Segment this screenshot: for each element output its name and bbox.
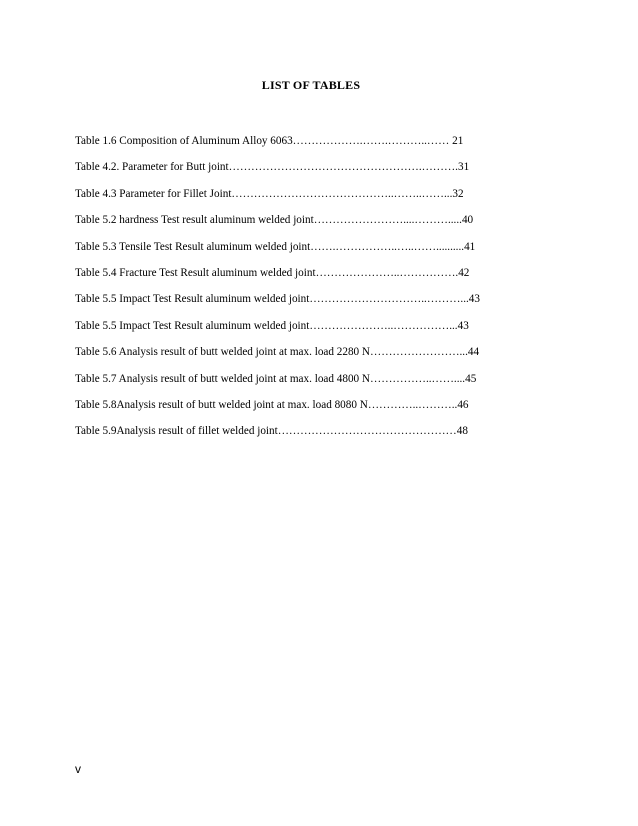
page-number: v bbox=[75, 762, 81, 776]
table-entry: Table 5.8Analysis result of butt welded joint at max. load 8080 N…………..………..46 bbox=[75, 398, 469, 411]
table-entry: Table 5.7 Analysis result of butt welded joint at max. load 4800 N……………..……....45 bbox=[75, 372, 477, 385]
table-entry: Table 5.5 Impact Test Result aluminum welded joint…………………..……………...43 bbox=[75, 319, 469, 332]
table-entry: Table 5.6 Analysis result of butt welded joint at max. load 2280 N……………………...44 bbox=[75, 346, 480, 359]
table-entry: Table 4.3 Parameter for Fillet Joint……………………………………..……..……...32 bbox=[75, 187, 464, 200]
table-entry: Table 4.2. Parameter for Butt joint…………………………………………….……….31 bbox=[75, 161, 470, 174]
table-list bbox=[75, 131, 525, 448]
table-entry: Table 5.4 Fracture Test Result aluminum welded joint…………………..…………….42 bbox=[75, 266, 470, 279]
table-entry: Table 5.2 hardness Test result aluminum welded joint……………………....……….....40 bbox=[75, 214, 474, 227]
page-title: LIST OF TABLES bbox=[261, 78, 361, 92]
table-entry: Table 5.9Analysis result of fillet welded joint…………………………………………48 bbox=[75, 425, 468, 438]
table-entry: Table 5.5 Impact Test Result aluminum welded joint…………………………..………...43 bbox=[75, 293, 480, 306]
table-entry: Table 1.6 Composition of Aluminum Alloy 6063……………….…….………..…… 21 bbox=[75, 135, 464, 147]
table-entry: Table 5.3 Tensile Test Result aluminum welded joint…….……………..…..……..........41 bbox=[75, 240, 476, 253]
